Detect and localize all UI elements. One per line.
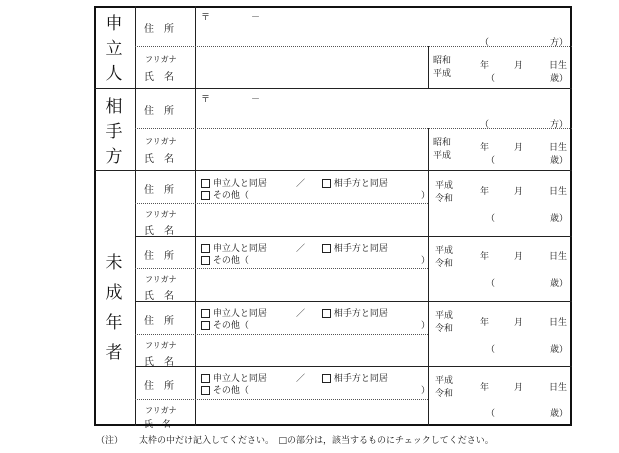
- respondent-address-field[interactable]: [197, 100, 426, 126]
- section-applicant: 申立人: [105, 14, 123, 84]
- minor4-slash: ／: [296, 374, 306, 384]
- respondent-era-heisei: 平成: [433, 151, 452, 161]
- minor3-day: 日生: [549, 318, 568, 328]
- checkbox-icon[interactable]: [201, 374, 210, 383]
- applicant-postal-mark: 〒: [201, 13, 211, 23]
- minor1-month: 月: [514, 187, 524, 197]
- col-divider-section: [135, 6, 136, 426]
- minor4-opt-other[interactable]: その他（: [201, 383, 249, 396]
- checkbox-icon[interactable]: [201, 321, 210, 330]
- minor2-other-close: ）: [421, 256, 431, 266]
- minor2-name-label: 氏 名: [144, 291, 174, 302]
- minor2-opt-respondent[interactable]: 相手方と同居: [322, 241, 388, 254]
- minor3-address-label: 住 所: [144, 316, 174, 327]
- minor1-era-heisei: 平成: [435, 181, 454, 191]
- checkbox-icon[interactable]: [201, 256, 210, 265]
- respondent-postal-mark: 〒: [201, 95, 211, 105]
- minor1-name-label: 氏 名: [144, 226, 174, 237]
- minor4-address-label: 住 所: [144, 381, 174, 392]
- checkbox-icon[interactable]: [201, 179, 210, 188]
- minor4-era-reiwa: 令和: [435, 389, 454, 399]
- applicant-furigana-label: フリガナ: [145, 55, 177, 64]
- applicant-month: 月: [514, 61, 524, 71]
- minor4-opt-respondent[interactable]: 相手方と同居: [322, 371, 388, 384]
- applicant-age-close: 歳）: [550, 74, 569, 84]
- minor1-opt-applicant[interactable]: 申立人と同居: [201, 176, 267, 189]
- minor4-opt-applicant[interactable]: 申立人と同居: [201, 371, 267, 384]
- applicant-era-heisei: 平成: [433, 69, 452, 79]
- respondent-day: 日生: [549, 143, 568, 153]
- minor2-age-open: （: [486, 279, 496, 289]
- minor3-other-close: ）: [421, 321, 431, 331]
- col-divider-label: [195, 6, 196, 426]
- minor2-year: 年: [480, 252, 490, 262]
- minor2-era-reiwa: 令和: [435, 259, 454, 269]
- minor3-name-field[interactable]: [197, 336, 426, 365]
- minor1-year: 年: [480, 187, 490, 197]
- minor4-inner: [135, 399, 428, 400]
- footnote: [96, 433, 494, 446]
- checkbox-icon[interactable]: [322, 244, 331, 253]
- applicant-postal-dash: －: [251, 13, 261, 23]
- applicant-year: 年: [480, 61, 490, 71]
- applicant-address-label: 住 所: [144, 24, 174, 35]
- minor2-address-label: 住 所: [144, 251, 174, 262]
- minor3-age-close: 歳）: [550, 345, 569, 355]
- checkbox-icon[interactable]: [322, 309, 331, 318]
- respondent-furigana-label: フリガナ: [145, 137, 177, 146]
- minor3-month: 月: [514, 318, 524, 328]
- minor4-era-heisei: 平成: [435, 376, 454, 386]
- applicant-address-field[interactable]: [197, 18, 426, 44]
- respondent-name-label: 氏 名: [144, 154, 174, 165]
- respondent-year: 年: [480, 143, 490, 153]
- respondent-month: 月: [514, 143, 524, 153]
- footnote-text: 太枠の中だけ記入してください。 □の部分は，該当するものにチェックしてください。: [139, 436, 494, 446]
- minor2-era-heisei: 平成: [435, 246, 454, 256]
- minor4-name-label: 氏 名: [144, 420, 172, 430]
- checkbox-icon[interactable]: [322, 374, 331, 383]
- minor4-age-open: （: [486, 409, 496, 419]
- minor2-bottom: [135, 301, 572, 302]
- applicant-tel-close: 方）: [550, 38, 569, 48]
- minor3-year: 年: [480, 318, 490, 328]
- minor1-opt-respondent[interactable]: 相手方と同居: [322, 176, 388, 189]
- minor2-age-close: 歳）: [550, 279, 569, 289]
- minor1-other-close: ）: [421, 191, 431, 201]
- minor4-day: 日生: [549, 383, 568, 393]
- minor4-age-close: 歳）: [550, 409, 569, 419]
- applicant-day: 日生: [549, 61, 568, 71]
- minor1-name-field[interactable]: [197, 205, 426, 235]
- respondent-tel-open: （: [480, 120, 490, 130]
- minor2-name-field[interactable]: [197, 270, 426, 300]
- minor3-opt-respondent[interactable]: 相手方と同居: [322, 306, 388, 319]
- minor4-furigana-label: フリガナ: [145, 406, 177, 415]
- sep-applicant: [94, 88, 572, 89]
- minor1-address-label: 住 所: [144, 185, 174, 196]
- respondent-postal-dash: －: [251, 95, 261, 105]
- respondent-era-showa: 昭和: [433, 138, 452, 148]
- applicant-age-open: （: [486, 74, 496, 84]
- minor2-inner: [135, 268, 428, 269]
- sep-respondent-inner: [135, 128, 572, 129]
- respondent-age-open: （: [486, 156, 496, 166]
- minor3-furigana-label: フリガナ: [145, 341, 177, 350]
- minor3-era-heisei: 平成: [435, 311, 454, 321]
- section-respondent: 相手方: [105, 97, 123, 167]
- checkbox-icon[interactable]: [201, 244, 210, 253]
- minor1-furigana-label: フリガナ: [145, 210, 177, 219]
- applicant-era-showa: 昭和: [433, 56, 452, 66]
- minor1-bottom: [135, 236, 572, 237]
- minor2-month: 月: [514, 252, 524, 262]
- applicant-tel-open: （: [480, 38, 490, 48]
- minor2-furigana-label: フリガナ: [145, 275, 177, 284]
- minor1-age-close: 歳）: [550, 214, 569, 224]
- minor4-other-close: ）: [421, 386, 431, 396]
- minor3-era-reiwa: 令和: [435, 324, 454, 334]
- minor3-opt-applicant[interactable]: 申立人と同居: [201, 306, 267, 319]
- minor4-name-field[interactable]: [197, 401, 426, 424]
- respondent-age-close: 歳）: [550, 156, 569, 166]
- minor3-name-label: 氏 名: [144, 357, 174, 368]
- checkbox-icon[interactable]: [201, 386, 210, 395]
- minor3-opt-other[interactable]: その他（: [201, 318, 249, 331]
- minor1-era-reiwa: 令和: [435, 194, 454, 204]
- minor2-day: 日生: [549, 252, 568, 262]
- minor3-age-open: （: [486, 345, 496, 355]
- minor1-age-open: （: [486, 214, 496, 224]
- checkbox-icon[interactable]: [201, 309, 210, 318]
- footnote-prefix: （注）: [96, 436, 124, 446]
- col-divider-dob-2: [428, 128, 429, 170]
- applicant-name-label: 氏 名: [144, 72, 174, 83]
- minor1-slash: ／: [296, 179, 306, 189]
- section-minor: 未成年者: [105, 253, 123, 363]
- respondent-address-label: 住 所: [144, 106, 174, 117]
- applicant-name-field[interactable]: [197, 48, 426, 86]
- checkbox-icon[interactable]: [322, 179, 331, 188]
- minor4-month: 月: [514, 383, 524, 393]
- minor3-inner: [135, 334, 428, 335]
- respondent-tel-close: 方）: [550, 120, 569, 130]
- col-divider-dob-1: [428, 46, 429, 88]
- minor3-slash: ／: [296, 309, 306, 319]
- minor2-opt-applicant[interactable]: 申立人と同居: [201, 241, 267, 254]
- respondent-name-field[interactable]: [197, 130, 426, 168]
- minor1-opt-other[interactable]: その他（: [201, 188, 249, 201]
- minor2-opt-other[interactable]: その他（: [201, 253, 249, 266]
- sep-respondent: [94, 170, 572, 171]
- minor1-day: 日生: [549, 187, 568, 197]
- minor4-year: 年: [480, 383, 490, 393]
- checkbox-icon[interactable]: [201, 191, 210, 200]
- sep-applicant-inner: [135, 46, 572, 47]
- minor1-inner: [135, 203, 428, 204]
- minor2-slash: ／: [296, 244, 306, 254]
- minor3-bottom: [135, 366, 572, 367]
